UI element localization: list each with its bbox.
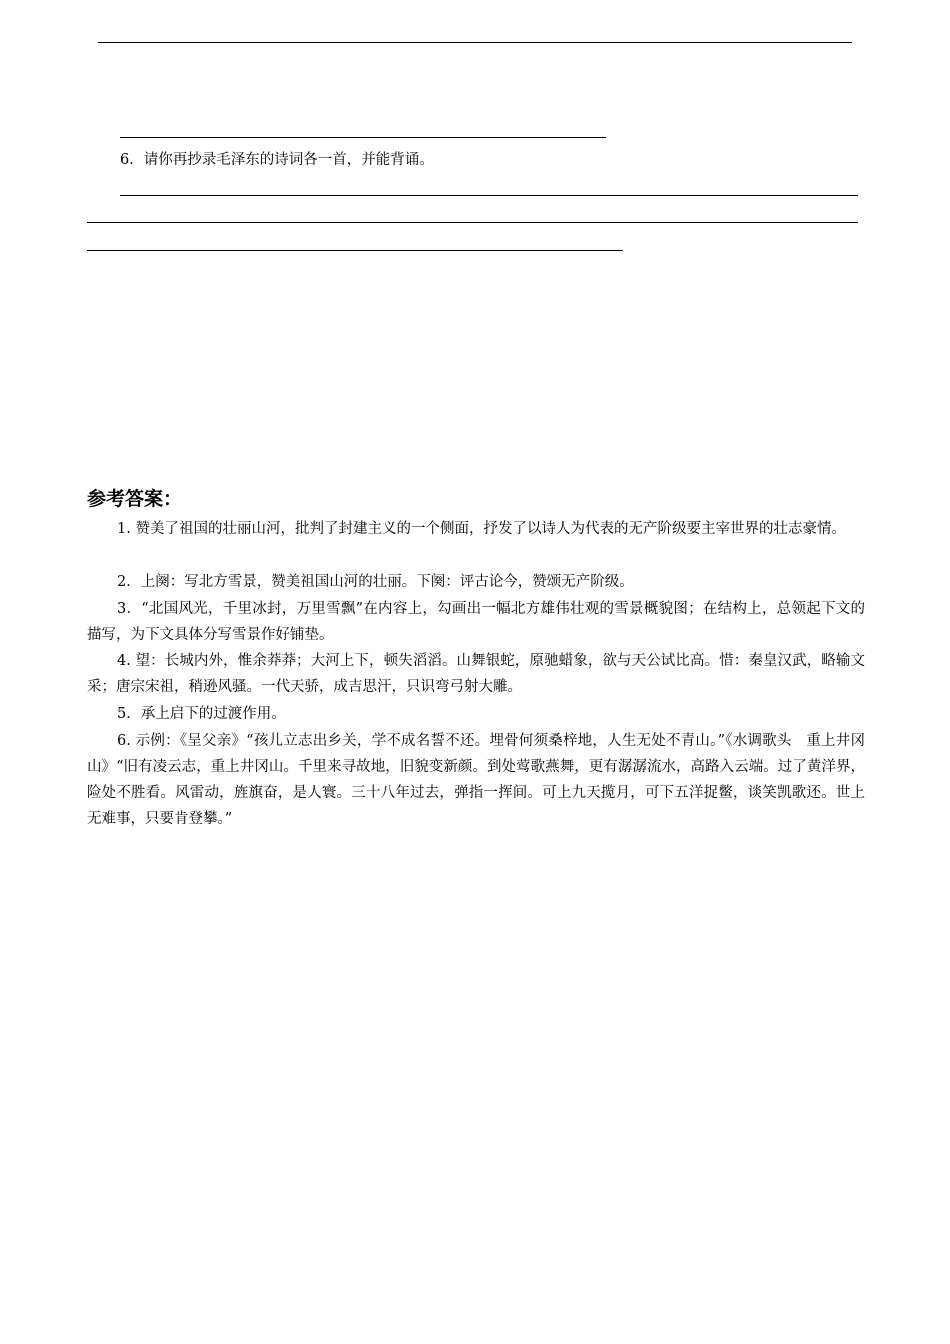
answers-heading: 参考答案： xyxy=(87,488,183,510)
question-6: 6．请你再抄录毛泽东的诗词各一首，并能背诵。 xyxy=(120,152,434,168)
answer-item-3: 3．“北国风光，千里冰封，万里雪飘”在内容上，勾画出一幅北方雄伟壮观的雪景概貌图；在结构上，总领起下文的描写，为下文具体分写雪景作好铺垫。 xyxy=(87,601,865,643)
header-rule xyxy=(98,42,852,43)
answer-blank-line xyxy=(120,137,606,138)
answer-item-2: 2．上阕：写北方雪景，赞美祖国山河的壮丽。下阕：评古论今，赞颂无产阶级。 xyxy=(117,574,634,590)
answer-item-4: 4. 望：长城内外，惟余莽莽；大河上下，顿失滔滔。山舞银蛇，原驰蜡象，欲与天公试比高。惜：秦皇汉武，略输文采；唐宗宋祖，稍逊风骚。一代天骄，成吉思汗，只识弯弓射大雕。 xyxy=(87,653,865,695)
answer-item-6: 6. 示例：《呈父亲》“孩儿立志出乡关，学不成名誓不还。埋骨何须桑梓地，人生无处不青山。”《水调歌头 重上井冈山》“旧有凌云志，重上井冈山。千里来寻故地，旧貌变新颜。到处莺歌燕舞，更有潺潺流水，高路入云端。过了黄洋界，险处不胜看。风雷动，旌旗奋，是人寰。三十八年过去，弹指一挥间。可上九天揽月，可下五洋捉鳖，谈笑凯歌还。世上无难事，只要肯登攀。” xyxy=(87,733,865,827)
answer-blank-line xyxy=(87,250,623,251)
answer-blank-line xyxy=(87,222,858,223)
answer-blank-line xyxy=(120,195,858,196)
answer-item-1: 1. 赞美了祖国的壮丽山河，批判了封建主义的一个侧面，抒发了以诗人为代表的无产阶级要主宰世界的壮志豪情。 xyxy=(117,521,846,537)
answer-item-5: 5．承上启下的过渡作用。 xyxy=(117,706,286,722)
